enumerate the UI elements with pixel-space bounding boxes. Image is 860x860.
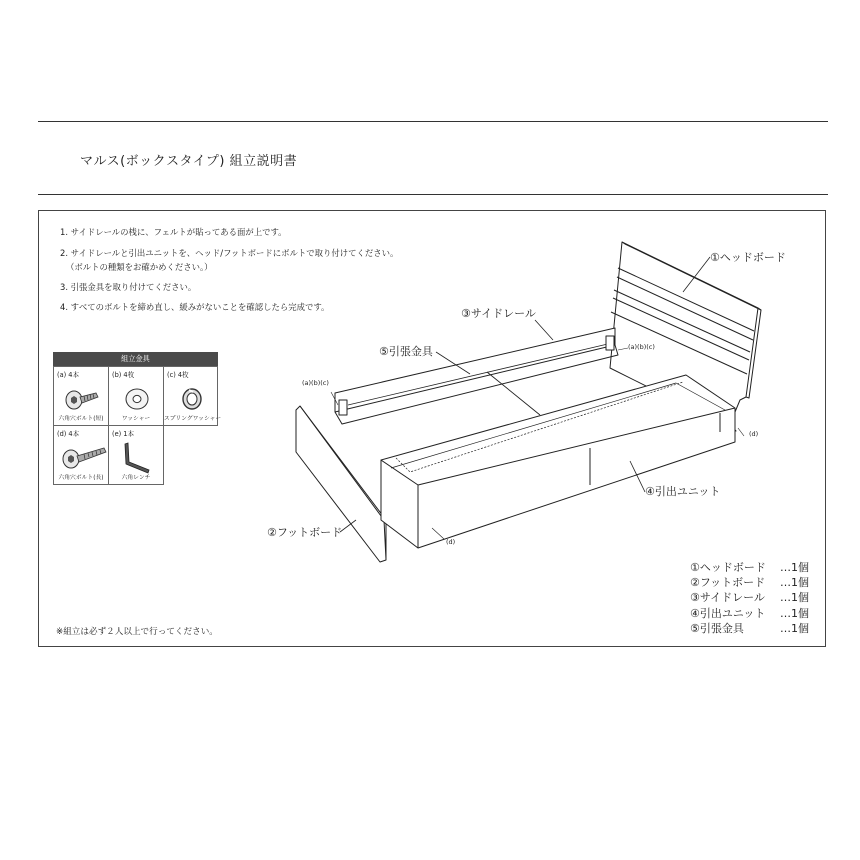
summary-name: ①ヘッドボード (690, 561, 766, 574)
callout-headboard: ①ヘッドボード (710, 251, 786, 264)
summary-qty: …1個 (780, 606, 809, 620)
step-2-note: （ボルトの種類をお確かめください。） (66, 262, 213, 272)
summary-name: ④引出ユニット (690, 606, 766, 620)
summary-row (690, 590, 809, 605)
summary-row (690, 606, 809, 621)
callout-abc-right: (a)(b)(c) (628, 343, 655, 351)
part-b-qty: (b) 4枚 (112, 371, 135, 379)
tension-fitting-part (487, 372, 540, 415)
part-e-name: 六角レンチ (121, 475, 151, 481)
callout-siderail: ③サイドレール (461, 307, 536, 320)
hardware-table-header: 組立金具 (53, 352, 218, 366)
page-title: マルス(ボックスタイプ) 組立説明書 (80, 154, 298, 169)
callout-d-right: (d) (749, 430, 759, 438)
part-d-name: 六角穴ボルト(長) (58, 475, 104, 481)
part-b-name: ワッシャー (121, 416, 151, 422)
step-4: 4. すべてのボルトを締め直し、緩みがないことを確認したら完成です。 (60, 302, 330, 312)
summary-row (690, 560, 809, 575)
part-c-name: スプリングワッシャー (164, 416, 222, 422)
summary-row (690, 621, 809, 636)
summary-row (690, 575, 809, 590)
summary-name: ⑤引張金具 (690, 621, 744, 635)
summary-name: ③サイドレール (690, 591, 765, 605)
step-2: 2. サイドレールと引出ユニットを、ヘッド/フットボードにボルトで取り付けてください。 (60, 248, 399, 258)
step-1: 1. サイドレールの桟に、フェルトが貼ってある面が上です。 (60, 227, 287, 237)
summary-qty: …1個 (780, 561, 809, 574)
callout-d-bottom: (d) (446, 538, 456, 546)
parts-summary-list (690, 560, 809, 636)
callout-abc-left: (a)(b)(c) (302, 379, 329, 387)
part-a-qty: (a) 4本 (57, 371, 80, 379)
part-e-qty: (e) 1本 (112, 430, 135, 438)
callout-drawer-unit: ④引出ユニット (645, 485, 721, 498)
summary-name: ②フットボード (690, 576, 766, 590)
part-d-qty: (d) 4本 (57, 430, 80, 438)
summary-qty: …1個 (780, 591, 809, 605)
summary-qty: …1個 (780, 576, 809, 590)
part-a-name: 六角穴ボルト(短) (58, 416, 104, 422)
summary-qty: …1個 (780, 621, 809, 635)
step-3: 3. 引張金具を取り付けてください。 (60, 282, 197, 292)
callout-tension-fitting: ⑤引張金具 (379, 345, 433, 358)
callout-footboard: ②フットボード (267, 526, 343, 539)
safety-note: ※組立は必ず２人以上で行ってください。 (56, 627, 218, 637)
part-c-qty: (c) 4枚 (167, 371, 189, 379)
